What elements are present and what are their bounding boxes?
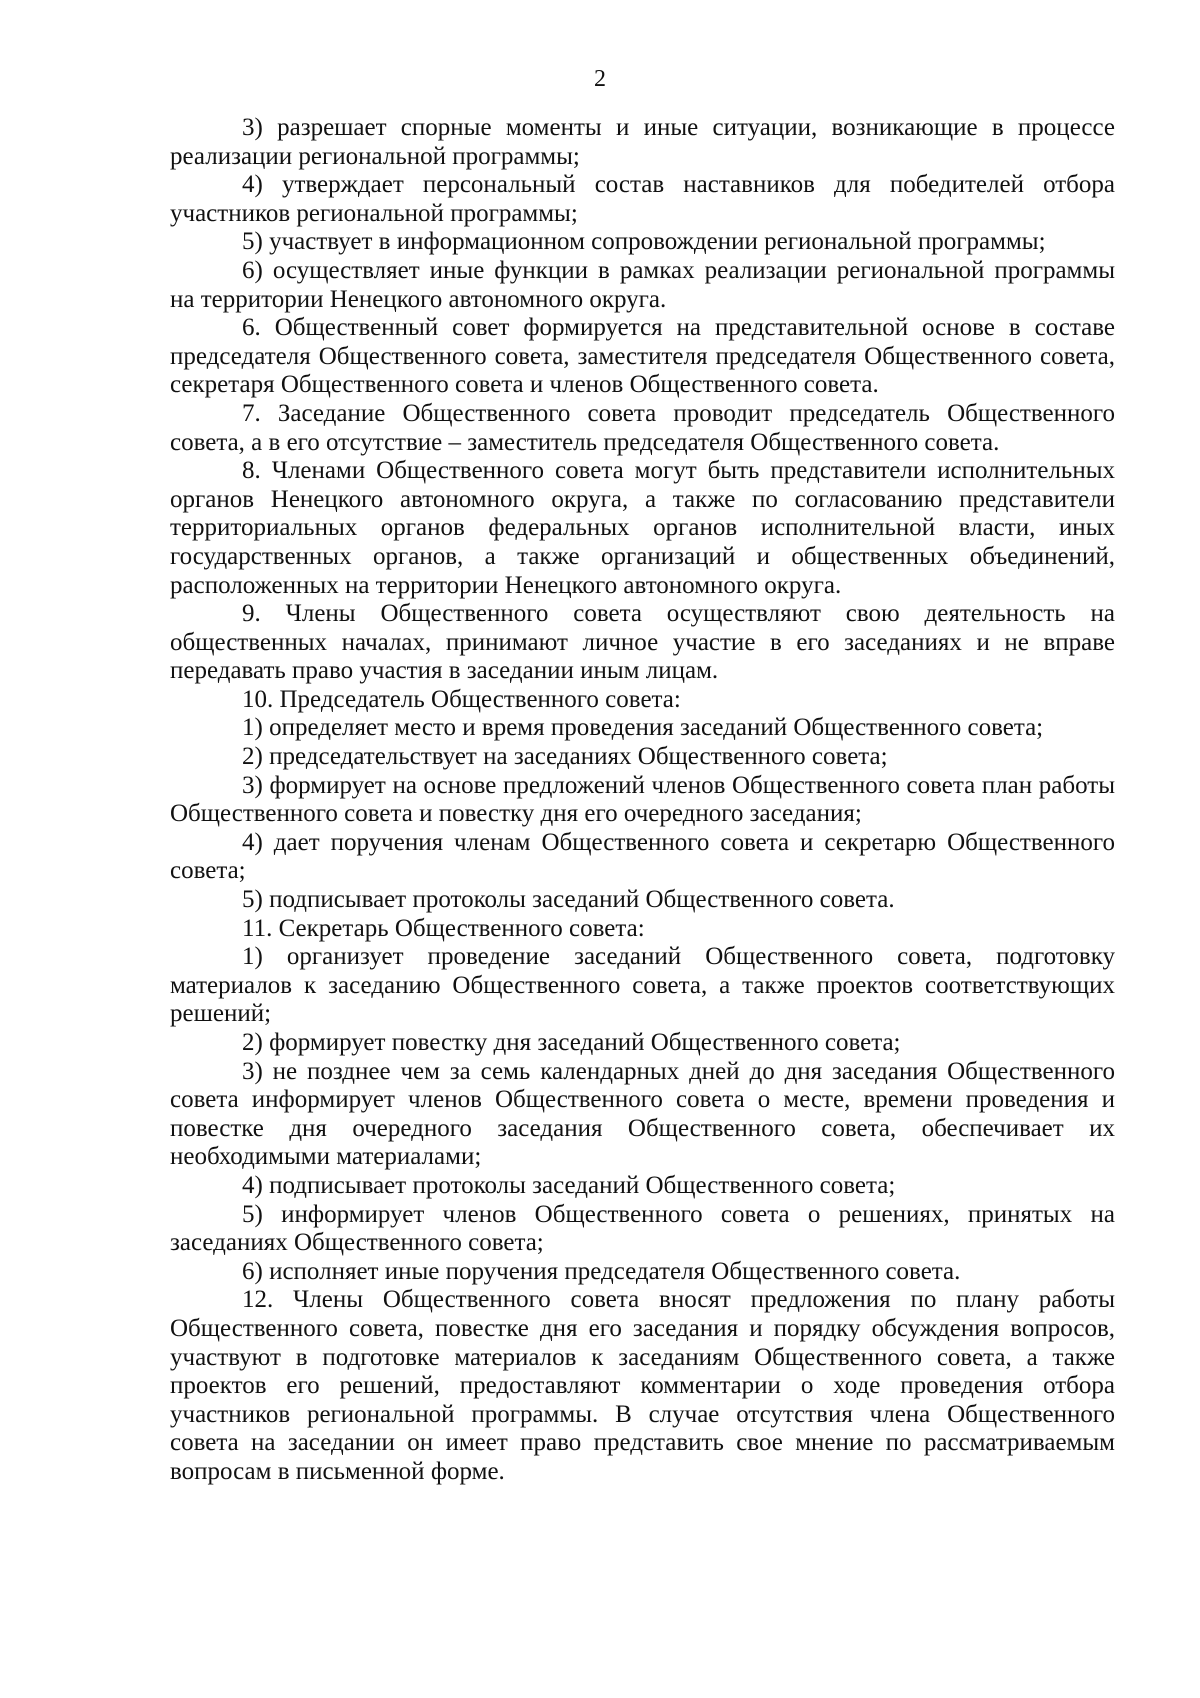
paragraph: 5) участвует в информационном сопровождении региональной программы;: [242, 228, 1046, 256]
paragraph: 1) организует проведение заседаний Общественного совета, подготовку материалов к заседанию Общественного совета, а также проектов соответствующих решений;: [170, 943, 1115, 1028]
paragraph: 4) утверждает персональный состав наставников для победителей отбора участников региональной программы;: [170, 171, 1115, 227]
paragraph: 8. Членами Общественного совета могут быть представители исполнительных органов Ненецкого автономного округа, а также по согласованию представители территориальных органов федеральных органов исполнительной власти, иных государственных органов, а также организаций и общественных объединений, расположенных на территории Ненецкого автономного округа.: [170, 457, 1115, 599]
paragraph: 6. Общественный совет формируется на представительной основе в составе председателя Общественного совета, заместителя председателя Общественного совета, секретаря Общественного совета и членов Общественного совета.: [170, 314, 1115, 399]
paragraph: 2) формирует повестку дня заседаний Общественного совета;: [242, 1029, 901, 1056]
paragraph: 2) председательствует на заседаниях Общественного совета;: [242, 743, 888, 771]
paragraph: 5) подписывает протоколы заседаний Общественного совета.: [242, 886, 895, 914]
paragraph: 12. Члены Общественного совета вносят предложения по плану работы Общественного совета, повестке дня его заседания и порядку обсуждения вопросов, участвуют в подготовке материалов к заседаниям Общественного совета, а также проектов его решений, предоставляют комментарии о ходе проведения отбора участников региональной программы. В случае отсутствия члена Общественного совета на заседании он имеет право представить свое мнение по рассматриваемым вопросам в письменной форме.: [170, 1286, 1115, 1485]
document-body: [170, 114, 1115, 1487]
paragraph: 6) исполняет иные поручения председателя Общественного совета.: [242, 1257, 961, 1285]
paragraph: 1) определяет место и время проведения заседаний Общественного совета;: [242, 714, 1044, 742]
paragraph: 10. Председатель Общественного совета:: [242, 685, 681, 713]
paragraph: 3) формирует на основе предложений членов Общественного совета план работы Общественного совета и повестку дня его очередного заседания;: [170, 771, 1115, 828]
page-number: 2: [594, 66, 606, 92]
paragraph: 6) осуществляет иные функции в рамках реализации региональной программы на территории Ненецкого автономного округа.: [170, 256, 1115, 313]
paragraph: 3) разрешает спорные моменты и иные ситуации, возникающие в процессе реализации региональной программы;: [170, 114, 1115, 170]
paragraph: 5) информирует членов Общественного совета о решениях, принятых на заседаниях Общественного совета;: [170, 1200, 1115, 1257]
paragraph: 3) не позднее чем за семь календарных дней до дня заседания Общественного совета информирует членов Общественного совета о месте, времени проведения и повестке дня очередного заседания Общественного совета, обеспечивает их необходимыми материалами;: [170, 1057, 1115, 1171]
paragraph: 4) дает поручения членам Общественного совета и секретарю Общественного совета;: [170, 828, 1115, 885]
paragraph: 7. Заседание Общественного совета проводит председатель Общественного совета, а в его отсутствие – заместитель председателя Общественного совета.: [170, 399, 1115, 456]
paragraph: 4) подписывает протоколы заседаний Общественного совета;: [242, 1171, 896, 1199]
paragraph: 11. Секретарь Общественного совета:: [242, 914, 645, 942]
paragraph: 9. Члены Общественного совета осуществляют свою деятельность на общественных началах, принимают личное участие в его заседаниях и не вправе передавать право участия в заседании иным лицам.: [170, 600, 1115, 685]
